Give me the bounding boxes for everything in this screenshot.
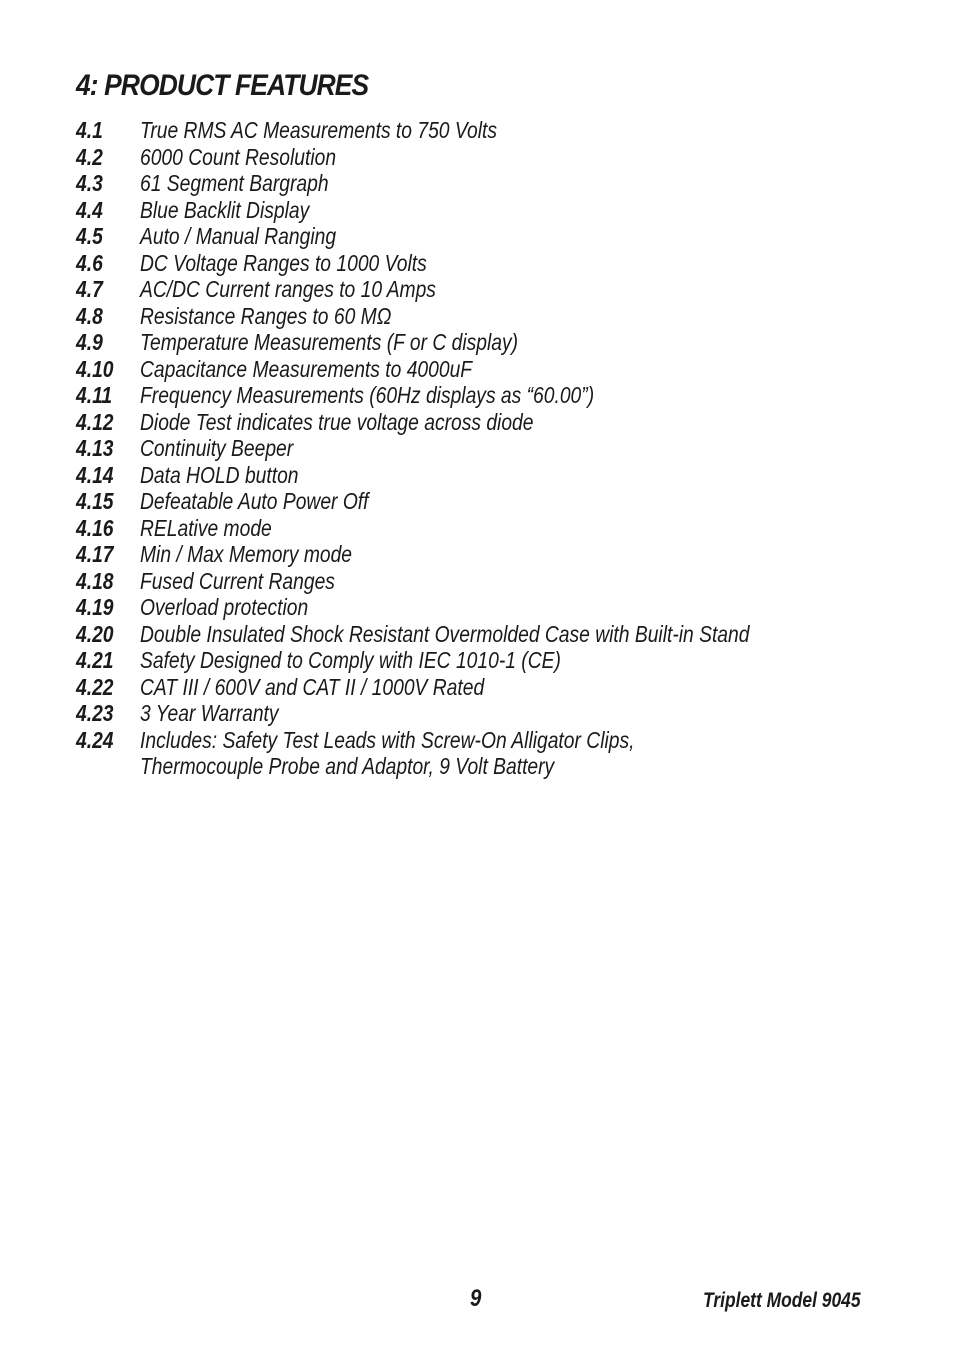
feature-number: 4.20 bbox=[76, 620, 114, 647]
feature-text bbox=[140, 409, 533, 436]
page-title: 4: PRODUCT FEATURES bbox=[76, 69, 369, 102]
feature-item bbox=[76, 170, 883, 197]
feature-text bbox=[140, 276, 436, 303]
feature-text-line: RELative mode bbox=[140, 514, 272, 541]
feature-text-line: AC/DC Current ranges to 10 Amps bbox=[140, 276, 436, 302]
feature-item bbox=[76, 303, 883, 330]
feature-text-line: 61 Segment Bargraph bbox=[140, 170, 329, 196]
feature-number: 4.8 bbox=[76, 302, 103, 329]
feature-number: 4.19 bbox=[76, 594, 114, 620]
feature-item bbox=[76, 515, 883, 542]
feature-item bbox=[76, 700, 883, 727]
feature-text bbox=[140, 356, 472, 383]
feature-number: 4.9 bbox=[76, 329, 103, 355]
feature-text bbox=[140, 541, 352, 568]
feature-item bbox=[76, 462, 883, 489]
feature-item bbox=[76, 435, 883, 462]
feature-text-line: Data HOLD button bbox=[140, 461, 299, 488]
feature-text-line: Double Insulated Shock Resistant Overmolded Case with Built-in Stand bbox=[140, 620, 750, 647]
feature-number: 4.11 bbox=[76, 382, 113, 408]
feature-item bbox=[76, 621, 883, 648]
feature-item bbox=[76, 223, 883, 250]
feature-text-line: Diode Test indicates true voltage across diode bbox=[140, 408, 534, 435]
feature-number: 4.10 bbox=[76, 355, 114, 382]
feature-text bbox=[140, 621, 749, 648]
feature-text-line: Overload protection bbox=[140, 594, 309, 620]
feature-text-line: Capacitance Measurements to 4000uF bbox=[140, 355, 473, 382]
feature-text bbox=[140, 250, 427, 277]
feature-text-line: CAT III / 600V and CAT II / 1000V Rated bbox=[140, 673, 485, 700]
feature-number: 4.1 bbox=[76, 117, 103, 143]
feature-number: 4.7 bbox=[76, 276, 103, 302]
feature-text-line: Temperature Measurements (F or C display) bbox=[140, 329, 519, 355]
feature-number: 4.3 bbox=[76, 170, 103, 196]
feature-text bbox=[140, 435, 293, 462]
feature-text bbox=[140, 674, 484, 701]
feature-number: 4.5 bbox=[76, 223, 103, 249]
feature-text-line: Fused Current Ranges bbox=[140, 567, 335, 594]
feature-text-line: Auto / Manual Ranging bbox=[140, 223, 337, 249]
feature-text-line: Defeatable Auto Power Off bbox=[140, 488, 369, 514]
feature-item bbox=[76, 568, 883, 595]
feature-text-line: True RMS AC Measurements to 750 Volts bbox=[140, 117, 497, 143]
feature-text-line: 3 Year Warranty bbox=[140, 700, 279, 726]
feature-text-line: Min / Max Memory mode bbox=[140, 541, 353, 567]
feature-text bbox=[140, 170, 329, 197]
feature-text bbox=[140, 647, 561, 674]
page-number: 9 bbox=[470, 1285, 482, 1312]
feature-text bbox=[140, 144, 336, 171]
feature-text-line: Safety Designed to Comply with IEC 1010-1 (CE) bbox=[140, 647, 561, 673]
feature-item bbox=[76, 647, 883, 674]
feature-number: 4.14 bbox=[76, 461, 114, 488]
feature-number: 4.4 bbox=[76, 196, 103, 223]
feature-item bbox=[76, 276, 883, 303]
feature-item bbox=[76, 382, 883, 409]
feature-item bbox=[76, 594, 883, 621]
feature-item bbox=[76, 488, 883, 515]
feature-number: 4.15 bbox=[76, 488, 114, 514]
feature-text-line: Blue Backlit Display bbox=[140, 196, 310, 223]
feature-text-line: Thermocouple Probe and Adaptor, 9 Volt Battery bbox=[140, 753, 555, 779]
feature-item bbox=[76, 409, 883, 436]
feature-item bbox=[76, 674, 883, 701]
model-name: Triplett Model 9045 bbox=[703, 1289, 861, 1312]
feature-text-line: Resistance Ranges to 60 MΩ bbox=[140, 302, 392, 329]
feature-number: 4.2 bbox=[76, 143, 103, 170]
feature-text bbox=[140, 515, 272, 542]
feature-text-line: Continuity Beeper bbox=[140, 435, 294, 461]
feature-text bbox=[140, 329, 518, 356]
feature-number: 4.16 bbox=[76, 514, 114, 541]
feature-item bbox=[76, 197, 883, 224]
feature-number: 4.22 bbox=[76, 673, 114, 700]
feature-number: 4.23 bbox=[76, 700, 114, 726]
feature-number: 4.17 bbox=[76, 541, 114, 567]
feature-text bbox=[140, 303, 391, 330]
feature-text bbox=[140, 117, 497, 144]
feature-number: 4.24 bbox=[76, 726, 114, 753]
feature-text bbox=[140, 594, 308, 621]
feature-text bbox=[140, 568, 335, 595]
feature-item bbox=[76, 250, 883, 277]
feature-text bbox=[140, 197, 309, 224]
feature-number: 4.12 bbox=[76, 408, 114, 435]
feature-text bbox=[140, 382, 594, 409]
feature-text bbox=[140, 727, 634, 780]
feature-item bbox=[76, 144, 883, 171]
feature-list bbox=[76, 117, 883, 780]
feature-item bbox=[76, 329, 883, 356]
feature-text-line: 6000 Count Resolution bbox=[140, 143, 337, 170]
feature-item bbox=[76, 541, 883, 568]
feature-number: 4.21 bbox=[76, 647, 114, 673]
feature-text bbox=[140, 462, 299, 489]
feature-number: 4.18 bbox=[76, 567, 114, 594]
feature-text-line: Frequency Measurements (60Hz displays as “60.00”) bbox=[140, 382, 595, 408]
feature-number: 4.13 bbox=[76, 435, 114, 461]
feature-text-line: DC Voltage Ranges to 1000 Volts bbox=[140, 249, 427, 276]
feature-text bbox=[140, 488, 369, 515]
feature-text bbox=[140, 223, 336, 250]
feature-item bbox=[76, 117, 883, 144]
feature-text-line: Includes: Safety Test Leads with Screw-On Alligator Clips, bbox=[140, 726, 635, 753]
feature-item bbox=[76, 727, 883, 780]
feature-text bbox=[140, 700, 279, 727]
feature-number: 4.6 bbox=[76, 249, 103, 276]
feature-item bbox=[76, 356, 883, 383]
